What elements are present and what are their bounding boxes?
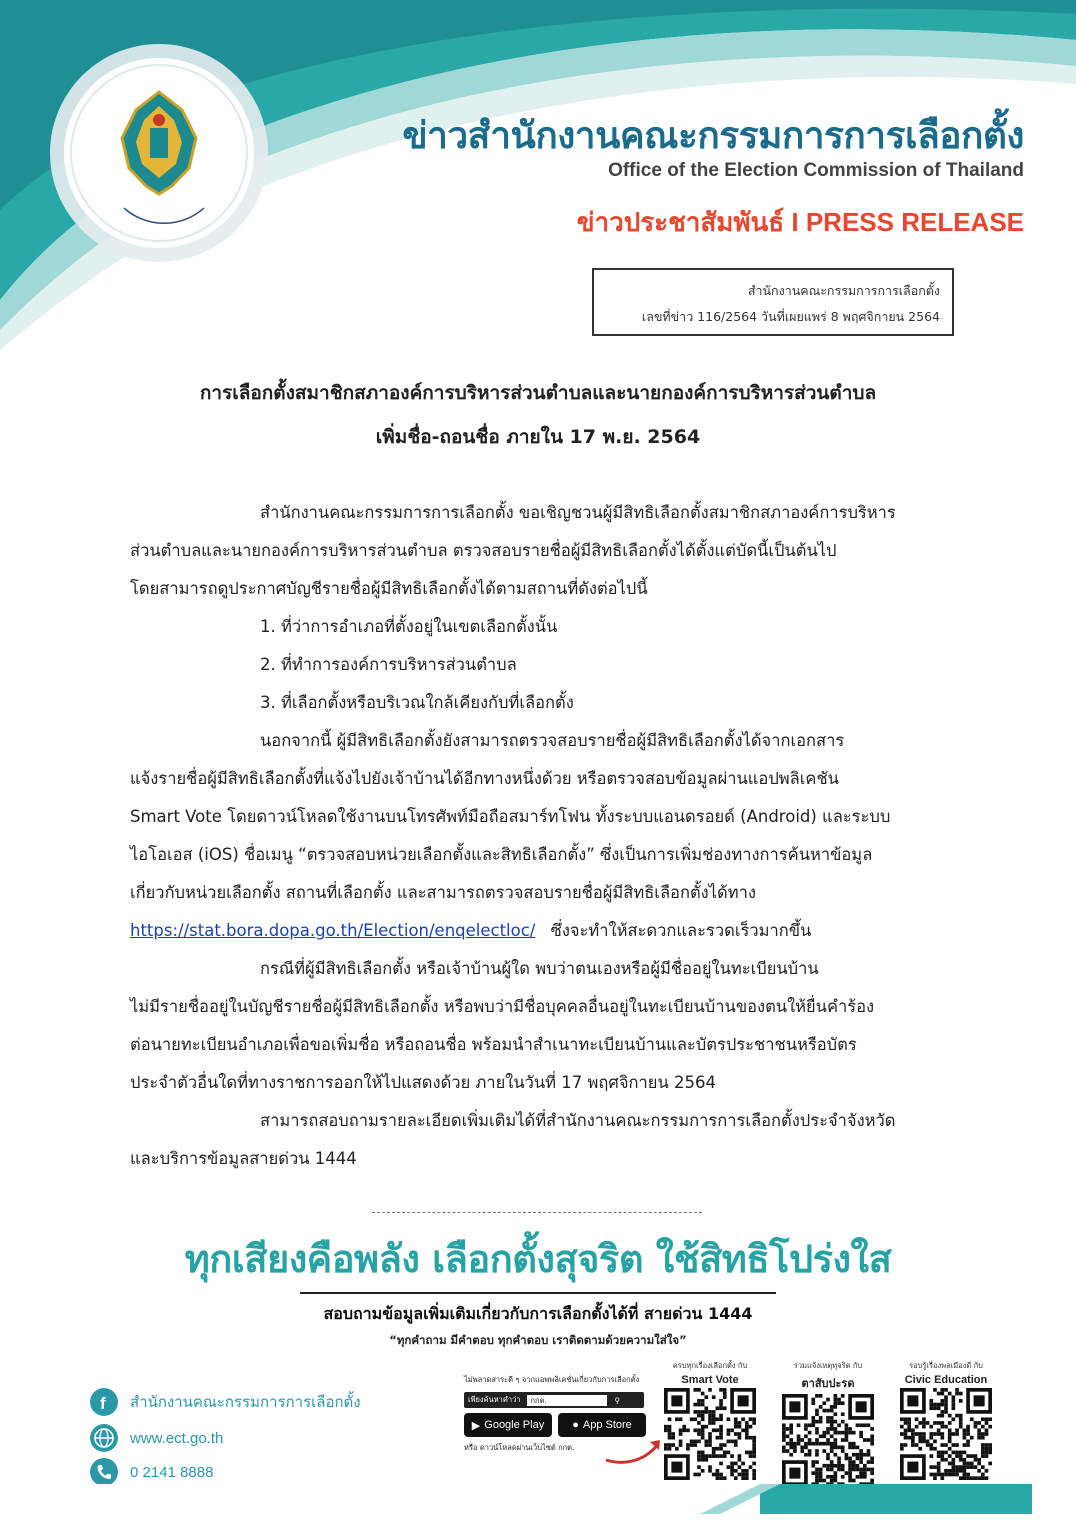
reference-box <box>592 268 954 336</box>
divider <box>372 1212 702 1213</box>
qr-civic-education[interactable] <box>896 1360 996 1484</box>
paragraph-2-line-4: ไอโอเอส (iOS) ชื่อเมนู “ตรวจสอบหน่วยเลือกตั้งและสิทธิเลือกตั้ง” ซึ่งเป็นการเพิ่มช่องทางการค้นหาข้อมูล <box>130 845 873 864</box>
qr-caption: รอบรู้เรื่องพลเมืองดี กับ <box>909 1361 983 1370</box>
paragraph-2-line-5: เกี่ยวกับหน่วยเลือกตั้ง สถานที่เลือกตั้ง และสามารถตรวจสอบรายชื่อผู้มีสิทธิเลือกตั้งได้ทาง <box>130 883 756 902</box>
paragraph-4-line-1: สามารถสอบถามรายละเอียดเพิ่มเติมได้ที่สำนักงานคณะกรรมการการเลือกตั้งประจำจังหวัด <box>260 1111 896 1130</box>
paragraph-2-line-1: นอกจากนี้ ผู้มีสิทธิเลือกตั้งยังสามารถตรวจสอบรายชื่อผู้มีสิทธิเลือกตั้งได้จากเอกสาร <box>260 731 845 750</box>
header-title-thai: ข่าวสำนักงานคณะกรรมการการเลือกตั้ง <box>402 114 1024 157</box>
campaign-slogan: ทุกเสียงคือพลัง เลือกตั้งสุจริต ใช้สิทธิโปร่งใส <box>184 1237 892 1281</box>
website-contact[interactable] <box>90 1424 223 1452</box>
paragraph-2-line-3: Smart Vote โดยดาวน์โหลดใช้งานบนโทรศัพท์มือถือสมาร์ทโฟน ทั้งระบบแอนดรอยด์ (Android) และระบบ <box>130 807 891 826</box>
header-title-english: Office of the Election Commission of Thailand <box>608 160 1024 181</box>
qr-ta-sapparot[interactable] <box>778 1360 878 1490</box>
qr-title: Smart Vote <box>681 1374 739 1386</box>
search-value: กกต. <box>527 1395 607 1406</box>
list-item: 3. ที่เลือกตั้งหรือบริเวณใกล้เคียงกับที่เลือกตั้ง <box>260 693 574 712</box>
paragraph-3-line-1: กรณีที่ผู้มีสิทธิเลือกตั้ง หรือเจ้าบ้านผู้ใด พบว่าตนเองหรือผู้มีชื่ออยู่ในทะเบียนบ้าน <box>260 959 819 978</box>
paragraph-3-line-3: ต่อนายทะเบียนอำเภอเพื่อขอเพิ่มชื่อ หรือถอนชื่อ พร้อมนำสำเนาทะเบียนบ้านและบัตรประชาชนหรือบัตร <box>130 1035 857 1054</box>
qr-caption: ครบทุกเรื่องเลือกตั้ง กับ <box>672 1361 748 1370</box>
svg-text:f: f <box>100 1394 106 1413</box>
paragraph-2-line-6-text: ซึ่งจะทำให้สะดวกและรวดเร็วมากขึ้น <box>550 921 812 940</box>
app-search-bar <box>464 1392 644 1408</box>
website-url: www.ect.go.th <box>130 1429 224 1447</box>
arrow-icon <box>602 1436 664 1466</box>
google-play-button[interactable] <box>464 1413 552 1437</box>
app-note: ไม่พลาดสาระดี ๆ จากแอพพลิเคชั่นเกี่ยวกับการเลือกตั้ง <box>464 1375 640 1384</box>
paragraph-4-line-2: และบริการข้อมูลสายด่วน 1444 <box>130 1149 357 1168</box>
search-label: เพียงค้นหาคำว่า <box>468 1395 521 1404</box>
facebook-contact[interactable] <box>90 1388 361 1416</box>
hotline-text: สอบถามข้อมูลเพิ่มเติมเกี่ยวกับการเลือกตั้งได้ที่ สายด่วน 1444 <box>323 1304 753 1323</box>
qr-title: Civic Education <box>904 1374 988 1386</box>
play-icon: ▶ <box>471 1419 481 1432</box>
qr-code-icon <box>782 1394 874 1486</box>
divider <box>300 1292 776 1294</box>
paragraph-1-line-3: โดยสามารถดูประกาศบัญชีรายชื่อผู้มีสิทธิเลือกตั้งได้ตามสถานที่ดังต่อไปนี้ <box>130 579 648 598</box>
facebook-page-name: สำนักงานคณะกรรมการการเลือกตั้ง <box>130 1394 361 1411</box>
qr-smart-vote[interactable] <box>660 1360 760 1484</box>
list-item: 2. ที่ทำการองค์การบริหารส่วนตำบล <box>260 655 517 674</box>
election-lookup-link[interactable]: https://stat.bora.dopa.go.th/Election/enqelectloc/ <box>130 921 536 940</box>
paragraph-3-line-4: ประจำตัวอื่นใดที่ทางราชการออกให้ไปแสดงด้วย ภายในวันที่ 17 พฤศจิกายน 2564 <box>130 1073 716 1092</box>
phone-contact[interactable] <box>90 1458 213 1486</box>
paragraph-1-line-2: ส่วนตำบลและนายกองค์การบริหารส่วนตำบล ตรวจสอบรายชื่อผู้มีสิทธิเลือกตั้งได้ตั้งแต่บัดนี้เป็นต้นไป <box>130 541 837 560</box>
reference-office: สำนักงานคณะกรรมการการเลือกตั้ง <box>747 283 940 298</box>
qr-title: ตาสับปะรด <box>801 1378 855 1390</box>
phone-icon <box>90 1458 118 1486</box>
headline-line-1: การเลือกตั้งสมาชิกสภาองค์การบริหารส่วนตำบลและนายกองค์การบริหารส่วนตำบล <box>199 382 877 404</box>
paragraph-3-line-2: ไม่มีรายชื่ออยู่ในบัญชีรายชื่อผู้มีสิทธิเลือกตั้ง หรือพบว่ามีชื่อบุคคลอื่นอยู่ในทะเบียนบ้านของตนให้ยื่นคำร้อง <box>130 997 875 1016</box>
globe-icon <box>90 1424 118 1452</box>
motto-quote: “ทุกคำถาม มีคำตอบ ทุกคำตอบ เราติดตามด้วยความใส่ใจ” <box>389 1333 687 1347</box>
paragraph-2-line-6 <box>130 918 811 944</box>
qr-code-icon <box>900 1388 992 1480</box>
app-store-button[interactable] <box>558 1413 646 1437</box>
qr-code-icon <box>664 1388 756 1480</box>
headline-line-2: เพิ่มชื่อ-ถอนชื่อ ภายใน 17 พ.ย. 2564 <box>375 426 701 448</box>
apple-icon: ● <box>572 1419 579 1431</box>
google-play-label: Google Play <box>484 1419 545 1431</box>
paragraph-1-line-1: สำนักงานคณะกรรมการการเลือกตั้ง ขอเชิญชวนผู้มีสิทธิเลือกตั้งสมาชิกสภาองค์การบริหาร <box>260 503 896 522</box>
ect-logo <box>64 58 254 248</box>
app-store-label: App Store <box>582 1419 632 1431</box>
web-download-note: หรือ ดาวน์โหลดผ่านเว็บไซต์ กกต. <box>464 1443 575 1452</box>
list-item: 1. ที่ว่าการอำเภอที่ตั้งอยู่ในเขตเลือกตั้งนั้น <box>260 617 558 636</box>
qr-caption: ร่วมแจ้งเหตุทุจริต กับ <box>793 1361 863 1370</box>
footer-bar <box>0 1484 1032 1514</box>
paragraph-2-line-2: แจ้งรายชื่อผู้มีสิทธิเลือกตั้งที่แจ้งไปยังเจ้าบ้านได้อีกทางหนึ่งด้วย หรือตรวจสอบข้อมูลผ่านแอปพลิเคชัน <box>130 769 839 788</box>
reference-number-date: เลขที่ข่าว 116/2564 วันที่เผยแพร่ 8 พฤศจิกายน 2564 <box>641 309 940 324</box>
facebook-icon <box>90 1388 118 1416</box>
search-icon: ⚲ <box>614 1395 621 1405</box>
press-release-label: ข่าวประชาสัมพันธ์ I PRESS RELEASE <box>576 207 1024 237</box>
phone-number: 0 2141 8888 <box>130 1463 214 1481</box>
